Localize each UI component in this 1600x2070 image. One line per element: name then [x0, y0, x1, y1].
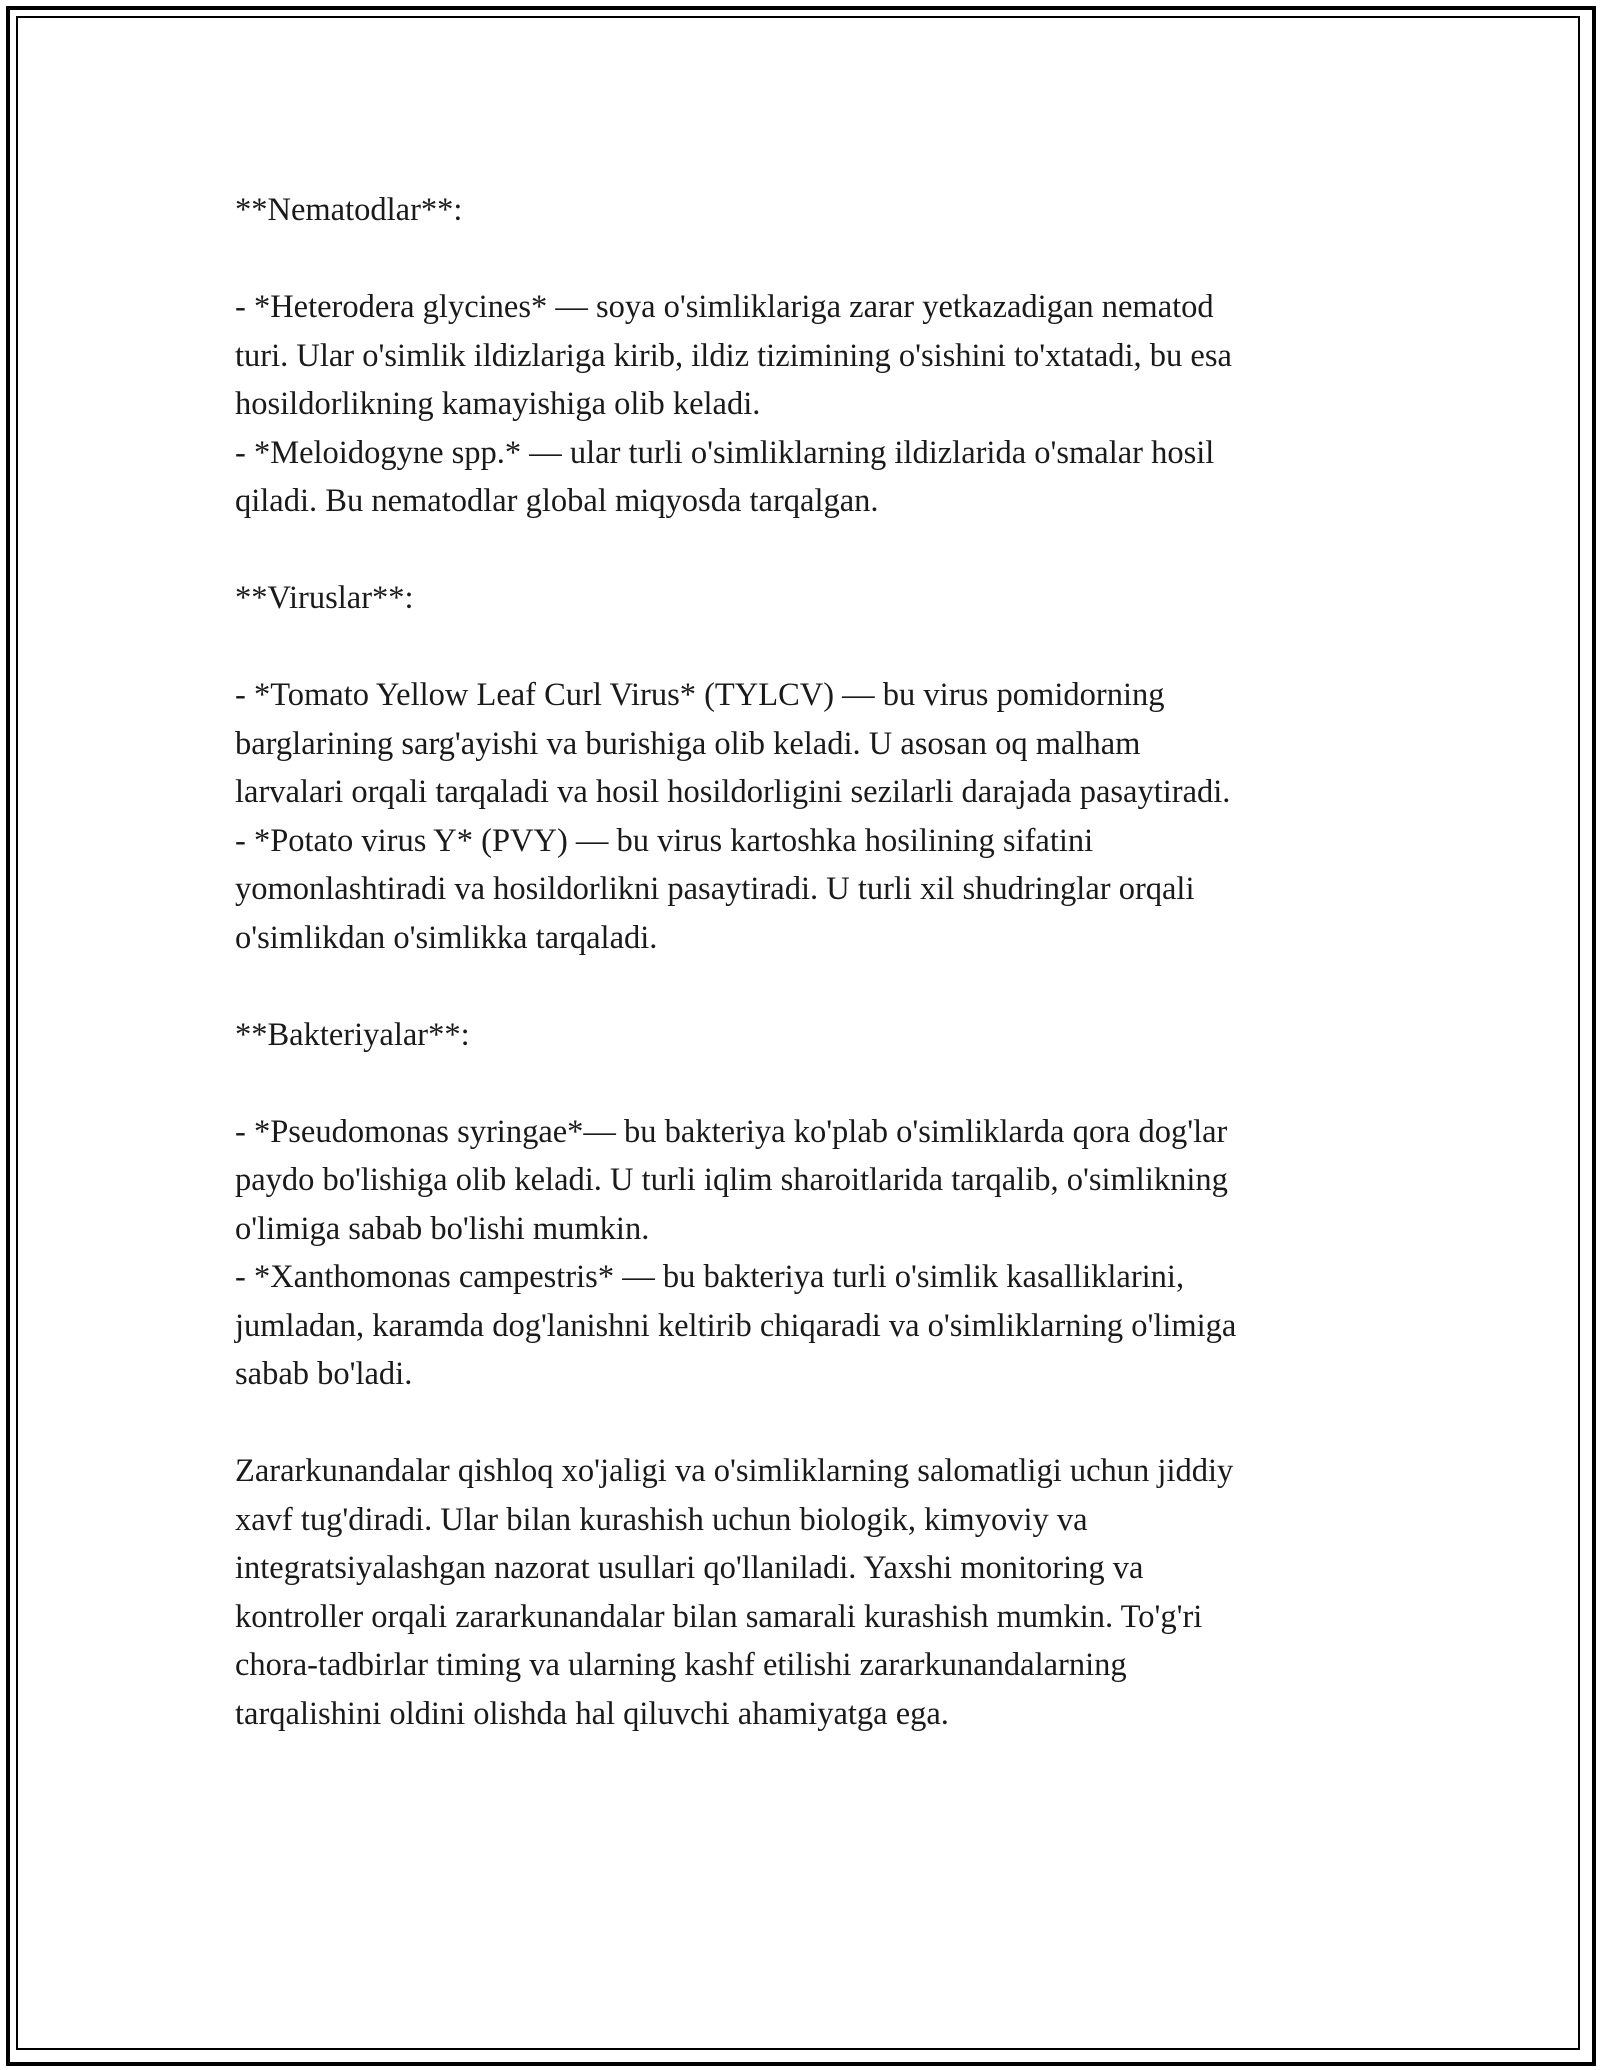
paragraph-gap — [235, 1059, 1385, 1108]
conclusion-paragraph — [235, 1447, 1385, 1738]
text-line: barglarining sarg'ayishi va burishiga olib keladi. U asosan oq malham — [235, 725, 1141, 762]
list-item — [235, 1253, 1385, 1399]
text-line: - *Meloidogyne spp.* — ular turli o'simliklarning ildizlarida o'smalar hosil — [235, 434, 1215, 471]
text-line: yomonlashtiradi va hosildorlikni pasaytiradi. U turli xil shudringlar orqali — [235, 871, 1195, 907]
text-line: - *Xanthomonas campestris* — bu bakteriya turli o'simlik kasalliklarini, — [235, 1259, 1185, 1295]
text-line: tarqalishini oldini olishda hal qiluvchi ahamiyatga ega. — [235, 1695, 949, 1732]
text-line: jumladan, karamda dog'lanishni keltirib chiqaradi va o'simliklarning o'limiga — [235, 1307, 1237, 1344]
text-line: o'limiga sabab bo'lishi mumkin. — [235, 1210, 650, 1247]
text-line: chora-tadbirlar timing va ularning kashf etilishi zararkunandalarning — [235, 1647, 1127, 1683]
document-body — [235, 186, 1385, 1738]
text-line: hosildorlikning kamayishiga olib keladi. — [235, 386, 761, 422]
list-item — [235, 1108, 1385, 1254]
paragraph-gap — [235, 235, 1385, 284]
text-line: xavf tug'diradi. Ular bilan kurashish uchun biologik, kimyoviy va — [235, 1501, 1088, 1538]
list-item — [235, 283, 1385, 429]
text-line: - *Heterodera glycines* — soya o'simliklariga zarar yetkazadigan nematod — [235, 289, 1214, 325]
text-line: sabab bo'ladi. — [235, 1356, 413, 1392]
text-line: - *Potato virus Y* (PVY) — bu virus kartoshka hosilining sifatini — [235, 822, 1094, 859]
paragraph-gap — [235, 1399, 1385, 1448]
list-item — [235, 429, 1385, 526]
text-line: integratsiyalashgan nazorat usullari qo'llaniladi. Yaxshi monitoring va — [235, 1550, 1144, 1586]
section-heading-nematodlar: **Nematodlar**: — [235, 192, 463, 228]
text-line: paydo bo'lishiga olib keladi. U turli iqlim sharoitlarida tarqalib, o'simlikning — [235, 1162, 1228, 1198]
paragraph-gap — [235, 623, 1385, 672]
text-line: - *Pseudomonas syringae*— bu bakteriya ko'plab o'simliklarda qora dog'lar — [235, 1113, 1228, 1150]
paragraph-gap — [235, 962, 1385, 1011]
list-item — [235, 817, 1385, 963]
text-line: kontroller orqali zararkunandalar bilan samarali kurashish mumkin. To'g'ri — [235, 1598, 1203, 1635]
list-item — [235, 671, 1385, 817]
text-line: Zararkunandalar qishloq xo'jaligi va o'simliklarning salomatligi uchun jiddiy — [235, 1453, 1234, 1489]
text-line: turi. Ular o'simlik ildizlariga kirib, ildiz tizimining o'sishini to'xtatadi, bu esa — [235, 337, 1232, 374]
section-heading-bakteriyalar: **Bakteriyalar**: — [235, 1016, 470, 1053]
text-line: - *Tomato Yellow Leaf Curl Virus* (TYLCV) — bu virus pomidorning — [235, 677, 1165, 713]
text-line: qiladi. Bu nematodlar global miqyosda tarqalgan. — [235, 483, 879, 519]
text-line: o'simlikdan o'simlikka tarqaladi. — [235, 919, 658, 956]
text-line: larvalari orqali tarqaladi va hosil hosildorligini sezilarli darajada pasaytiradi. — [235, 774, 1231, 810]
paragraph-gap — [235, 526, 1385, 575]
section-heading-viruslar: **Viruslar**: — [235, 580, 414, 616]
